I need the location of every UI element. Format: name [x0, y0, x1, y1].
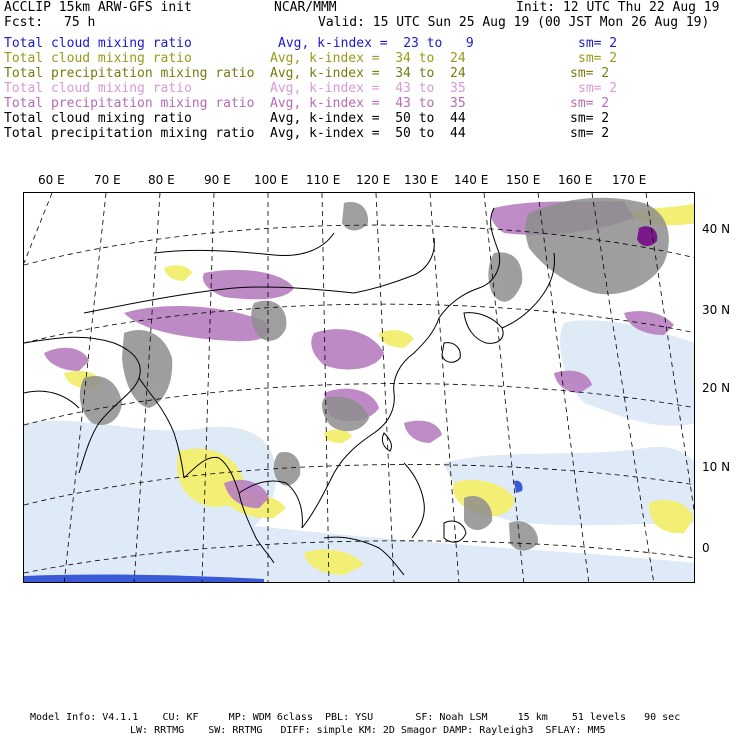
- latitude-label: 20 N: [702, 381, 731, 395]
- field-name: Total cloud mixing ratio: [4, 81, 192, 96]
- longitude-label: 150 E: [506, 173, 541, 187]
- field-smoothing: sm= 2: [570, 126, 610, 141]
- field-name: Total precipitation mixing ratio: [4, 66, 255, 81]
- field-avg: Avg, k-index = 43 to 35: [270, 96, 466, 111]
- field-smoothing: sm= 2: [570, 66, 610, 81]
- field-avg: Avg, k-index = 34 to 24: [270, 51, 466, 66]
- field-name: Total precipitation mixing ratio: [4, 96, 255, 111]
- center-title: NCAR/MMM: [274, 0, 337, 15]
- longitude-label: 170 E: [612, 173, 647, 187]
- model-title: ACCLIP 15km ARW-GFS init: [4, 0, 192, 15]
- field-name: Total cloud mixing ratio: [4, 111, 192, 126]
- field-avg: Avg, k-index = 23 to 9: [278, 36, 474, 51]
- field-smoothing: sm= 2: [578, 81, 618, 96]
- longitude-label: 90 E: [204, 173, 231, 187]
- longitude-label: 140 E: [454, 173, 489, 187]
- longitude-label: 160 E: [558, 173, 593, 187]
- field-name: Total cloud mixing ratio: [4, 36, 192, 51]
- valid-time: Valid: 15 UTC Sun 25 Aug 19 (00 JST Mon 26 Aug 19): [318, 15, 710, 30]
- footer-model-info: Model Info: V4.1.1 CU: KF MP: WDM 6class PBL: YSU SF: Noah LSM 15 km 51 levels 90 sec: [30, 712, 681, 723]
- field-avg: Avg, k-index = 50 to 44: [270, 126, 466, 141]
- map-panel: [23, 192, 695, 583]
- field-name: Total cloud mixing ratio: [4, 51, 192, 66]
- init-time: Init: 12 UTC Thu 22 Aug 19: [516, 0, 720, 15]
- longitude-label: 130 E: [404, 173, 439, 187]
- longitude-label: 60 E: [38, 173, 65, 187]
- latitude-label: 10 N: [702, 460, 731, 474]
- field-smoothing: sm= 2: [578, 51, 618, 66]
- longitude-label: 110 E: [306, 173, 341, 187]
- field-smoothing: sm= 2: [570, 111, 610, 126]
- latitude-label: 0: [702, 541, 710, 555]
- longitude-label: 120 E: [356, 173, 391, 187]
- fcst-value: 75 h: [64, 15, 96, 30]
- field-smoothing: sm= 2: [570, 96, 610, 111]
- field-name: Total precipitation mixing ratio: [4, 126, 255, 141]
- latitude-label: 30 N: [702, 303, 731, 317]
- footer-physics-info: LW: RRTMG SW: RRTMG DIFF: simple KM: 2D Smagor DAMP: Rayleigh3 SFLAY: MM5: [130, 725, 606, 736]
- field-smoothing: sm= 2: [578, 36, 618, 51]
- field-avg: Avg, k-index = 34 to 24: [270, 66, 466, 81]
- fcst-label: Fcst:: [4, 15, 44, 30]
- longitude-label: 100 E: [254, 173, 289, 187]
- longitude-label: 70 E: [94, 173, 121, 187]
- map-plot: [24, 193, 695, 583]
- longitude-label: 80 E: [148, 173, 175, 187]
- latitude-label: 40 N: [702, 222, 731, 236]
- field-avg: Avg, k-index = 50 to 44: [270, 111, 466, 126]
- field-avg: Avg, k-index = 43 to 35: [270, 81, 466, 96]
